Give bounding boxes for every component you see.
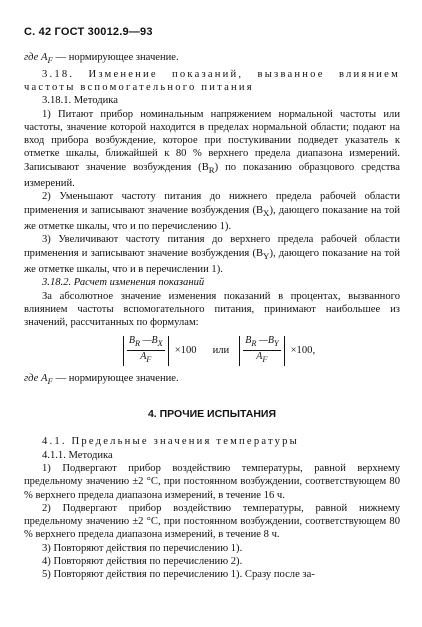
formula-abs-2: $\frac{B_R —B_Y}{A_F}$ <box>239 336 284 366</box>
paragraph-step-2: 2) Уменьшают частоту питания до нижнего предела рабочей области применения и записывают значение возбуждения $(B_X)$, дающего показание на той же отметке шкалы, что и по перечислению 1). <box>24 191 400 233</box>
section-3-18-2-title: 3.18.2. Расчет изменения показаний <box>42 277 205 289</box>
paragraph-af-note: где $A_F$ — нормирующее значение. <box>24 52 179 66</box>
paragraph-temp-2: 2) Подвергают прибор воздействию температуры, равной нижнему предельному значению ±2 °С, при постоянном возбуждении, соответствующем 80 % верхнего предела диапазона измерений, в течение 8 ч. <box>24 502 400 541</box>
section-4-1-title: 4.1. Предельные значения температуры <box>42 436 299 448</box>
section-3-18-1-title: 3.18.1. Методика <box>42 95 118 107</box>
paragraph-temp-3: 3) Повторяют действия по перечислению 1). <box>42 542 243 554</box>
paragraph-temp-5: 5) Повторяют действия по перечислению 1). Сразу после за- <box>42 569 315 581</box>
paragraph-temp-1: 1) Подвергают прибор воздействию температуры, равной верхнему предельному значению ±2 °С, при постоянном возбуждении, соответствующем 80 % верхнего предела диапазона измерений, в течение 16 ч. <box>24 462 400 501</box>
paragraph-step-1: 1) Питают прибор номинальным напряжением нормальной частоты или частоты, значение которой находится в пределах нормальной области; подают на вход прибора возбуждение, которое при постукивании подведет указатель к отметке шкалы, ближайшей к 80 % верхнего предела диапазона измерений. Записывают значение возбуждения $(B_R)$ по показанию образцового средства измерений. <box>24 108 400 190</box>
paragraph-step-3: 3) Увеличивают частоту питания до верхнего предела рабочей области применения и записывают значение возбуждения $(B_Y)$, дающего показание на той же отметке шкалы, что и в перечислении 1). <box>24 234 400 276</box>
formula-abs-1: $\frac{B_R —B_X}{A_F}$ <box>123 336 169 366</box>
page-header: С. 42 ГОСТ 30012.9—93 <box>24 26 153 38</box>
section-4-1-1-title: 4.1.1. Методика <box>42 449 113 461</box>
section-3-18-title: 3.18. Изменение показаний, вызванное влиянием частоты вспомогательного питания <box>24 68 400 93</box>
paragraph-af-note-2: где $A_F$ — нормирующее значение. <box>24 372 179 386</box>
paragraph-calculation: За абсолютное значение изменения показаний в процентах, вызванного влиянием частоты вспомогательного питания, принимают наибольшее из значений, рассчитанных по формулам: <box>24 290 400 329</box>
formula: $\frac{B_R —B_X}{A_F}$ ×100 или $\frac{B_R —B_Y}{A_F}$ ×100, <box>44 336 400 366</box>
section-4-title: 4. ПРОЧИЕ ИСПЫТАНИЯ <box>147 408 277 421</box>
document-page <box>24 26 400 582</box>
paragraph-temp-4: 4) Повторяют действия по перечислению 2). <box>42 556 243 568</box>
